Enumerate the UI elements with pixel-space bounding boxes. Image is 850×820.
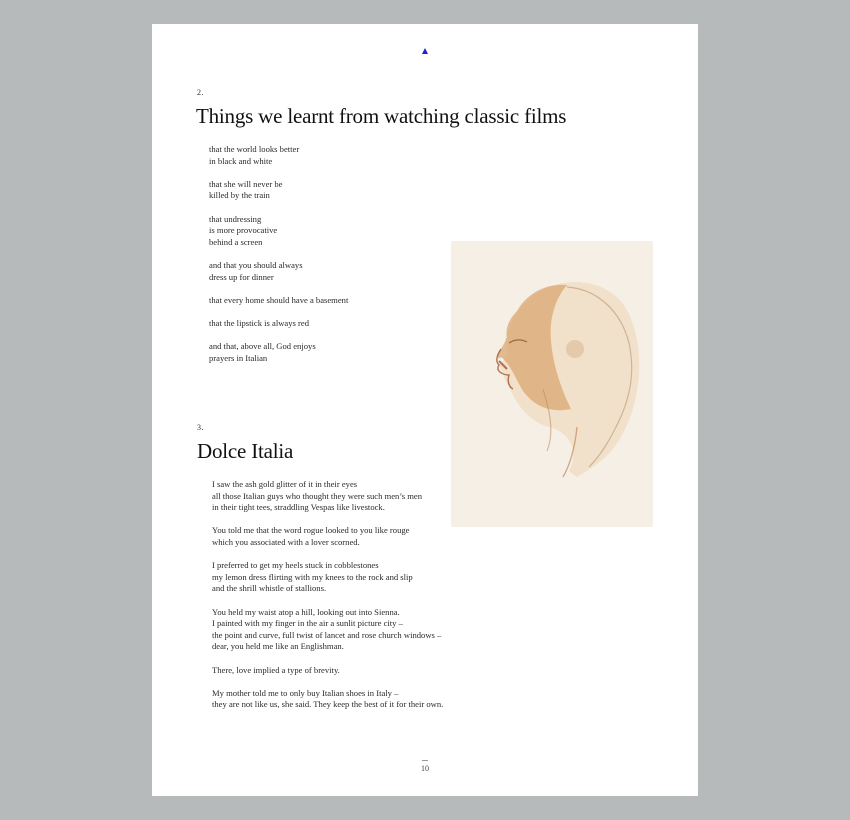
poem-line: You told me that the word rogue looked to you like rouge — [212, 525, 410, 536]
stanza — [209, 318, 348, 330]
stanza — [209, 144, 348, 167]
stanza — [212, 525, 443, 548]
poem-line: that every home should have a basement — [209, 294, 349, 305]
stanza — [209, 179, 348, 202]
stanza — [209, 214, 348, 249]
stanza — [209, 295, 348, 307]
poem-line: behind a screen — [209, 236, 263, 247]
poem-line: which you associated with a lover scorned. — [212, 536, 360, 547]
book-page — [152, 24, 698, 796]
poem-line: I saw the ash gold glitter of it in their eyes — [212, 479, 358, 489]
stanza — [212, 607, 443, 653]
poem-line: in their tight tees, straddling Vespas like livestock. — [212, 502, 385, 513]
poem-line: dear, you held me like an Englishman. — [212, 641, 344, 652]
poem-body — [212, 479, 443, 722]
stanza — [212, 560, 443, 595]
poem-line: that she will never be — [209, 178, 283, 189]
poem-line: that the world looks better — [209, 144, 300, 154]
poem-line: that the lipstick is always red — [209, 317, 309, 328]
watercolor-portrait-illustration — [451, 241, 653, 527]
poem-line: is more provocative — [209, 225, 278, 236]
stanza — [212, 665, 443, 677]
poem-body — [209, 144, 348, 376]
stanza — [209, 260, 348, 283]
poem-line: in black and white — [209, 155, 273, 166]
page-number: 10 — [421, 764, 429, 773]
poem-line: my lemon dress flirting with my knees to the rock and slip — [212, 571, 413, 582]
poem-line: and that, above all, God enjoys — [209, 341, 316, 352]
poem-line: that undressing — [209, 213, 262, 224]
poem-line: My mother told me to only buy Italian shoes in Italy – — [212, 687, 399, 698]
poem-line: I painted with my finger in the air a sunlit picture city – — [212, 618, 403, 629]
stanza — [209, 341, 348, 364]
poem-title: Dolce Italia — [197, 439, 294, 463]
poem-line: There, love implied a type of brevity. — [212, 664, 340, 675]
poem-line: I preferred to get my heels stuck in cobblestones — [212, 560, 379, 571]
poem-line: all those Italian guys who thought they were such men’s men — [212, 490, 423, 501]
poem-line: and the shrill whistle of stallions. — [212, 583, 327, 594]
poem-line: and that you should always — [209, 259, 303, 270]
top-marker-icon — [422, 48, 428, 54]
poem-line: dress up for dinner — [209, 271, 274, 282]
poem-line: killed by the train — [209, 190, 270, 201]
poem-line: they are not like us, she said. They keep the best of it for their own. — [212, 699, 444, 710]
stanza — [212, 479, 443, 514]
poem-title: Things we learnt from watching classic films — [196, 104, 567, 128]
folio-rule — [422, 760, 428, 761]
section-number: 3. — [197, 423, 204, 432]
poem-line: the point and curve, full twist of lancet and rose church windows – — [212, 629, 442, 640]
poem-line: You held my waist atop a hill, looking out into Sienna. — [212, 606, 400, 617]
poem-line: prayers in Italian — [209, 352, 268, 363]
stanza — [212, 688, 443, 711]
section-number: 2. — [197, 88, 204, 97]
